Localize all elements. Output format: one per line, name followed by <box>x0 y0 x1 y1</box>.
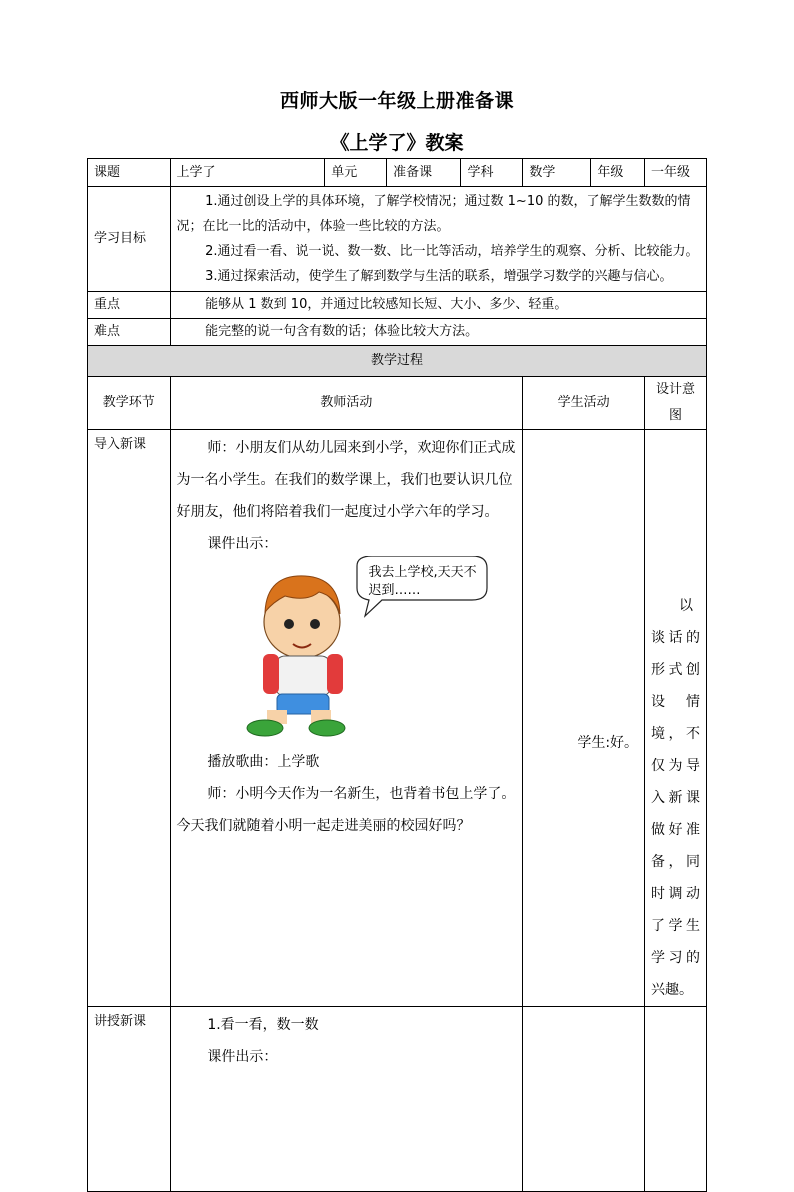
key-point-content <box>170 292 706 319</box>
goal-item-3: 3.通过探索活动，使学生了解到数学与生活的联系，增强学习数学的兴趣与信心。 <box>205 269 673 284</box>
grade-value: 一年级 <box>645 159 707 187</box>
goals-content <box>170 187 706 292</box>
new-lesson-row <box>88 1007 707 1192</box>
subject-label: 学科 <box>461 159 523 187</box>
difficulty-row <box>88 319 707 346</box>
music-label: 播放歌曲：上学歌 <box>207 754 320 770</box>
goals-row <box>88 187 707 292</box>
student-activity-intro <box>523 430 645 1007</box>
intro-row <box>88 430 707 1007</box>
key-point-text: 能够从 1 数到 10，并通过比较感知长短、大小、多少、轻重。 <box>205 297 568 312</box>
column-header-teacher: 教师活动 <box>170 377 523 430</box>
lesson-plan-table <box>87 158 707 1192</box>
design-intent-text: 以谈话的形式创设情境，不仅为导入新课做好准备，同时调动了学生学习的兴趣。 <box>651 598 700 998</box>
difficulty-content <box>170 319 706 346</box>
teacher-paragraph-2: 师：小明今天作为一名新生，也背着书包上学了。今天我们就随着小明一起走进美丽的校园好吗？ <box>176 786 516 834</box>
teacher-paragraph: 师：小朋友们从幼儿园来到小学，欢迎你们正式成为一名小学生。在我们的数学课上，我们也要认识几位好朋友，他们将陪着我们一起度过小学六年的学习。 <box>176 440 516 520</box>
key-point-label: 重点 <box>88 292 171 319</box>
column-header-stage: 教学环节 <box>88 377 171 430</box>
document-title: 西师大版一年级上册准备课 <box>279 90 514 112</box>
courseware-label-2: 课件出示： <box>207 1049 278 1065</box>
difficulty-label: 难点 <box>88 319 171 346</box>
difficulty-text: 能完整的说一句含有数的话；体验比较大方法。 <box>205 324 479 339</box>
subject-value: 数学 <box>523 159 591 187</box>
key-point-row <box>88 292 707 319</box>
teacher-activity-intro <box>170 430 523 1007</box>
goal-item-1: 1.通过创设上学的具体环境，了解学校情况；通过数 1~10 的数，了解学生数数的情况；在比一比的活动中，体验一些比较的方法。 <box>176 194 691 234</box>
teacher-activity-new-lesson <box>170 1007 523 1192</box>
speech-bubble-text: 我去上学校,天天不迟到…… <box>368 565 477 598</box>
design-intent-intro <box>645 430 707 1007</box>
process-header: 教学过程 <box>88 346 707 377</box>
column-header-intent: 设计意图 <box>645 377 707 430</box>
unit-value: 准备课 <box>387 159 461 187</box>
goals-label: 学习目标 <box>88 187 171 292</box>
grade-label: 年级 <box>591 159 645 187</box>
info-row <box>88 159 707 187</box>
student-response: 学生:好。 <box>577 735 639 751</box>
document-subtitle: 《上学了》教案 <box>330 132 464 154</box>
topic-value: 上学了 <box>170 159 325 187</box>
process-header-row <box>88 346 707 377</box>
student-activity-new-lesson <box>523 1007 645 1192</box>
column-header-row <box>88 377 707 430</box>
courseware-label: 课件出示： <box>207 536 278 552</box>
step-heading: 1.看一看，数一数 <box>207 1017 319 1033</box>
column-header-student: 学生活动 <box>523 377 645 430</box>
unit-label: 单元 <box>325 159 387 187</box>
stage-intro: 导入新课 <box>88 430 171 1007</box>
goal-item-2: 2.通过看一看、说一说、数一数、比一比等活动，培养学生的观察、分析、比较能力。 <box>205 244 699 259</box>
topic-label: 课题 <box>88 159 171 187</box>
stage-new-lesson: 讲授新课 <box>88 1007 171 1192</box>
courseware-illustration <box>177 560 517 746</box>
design-intent-new-lesson <box>645 1007 707 1192</box>
